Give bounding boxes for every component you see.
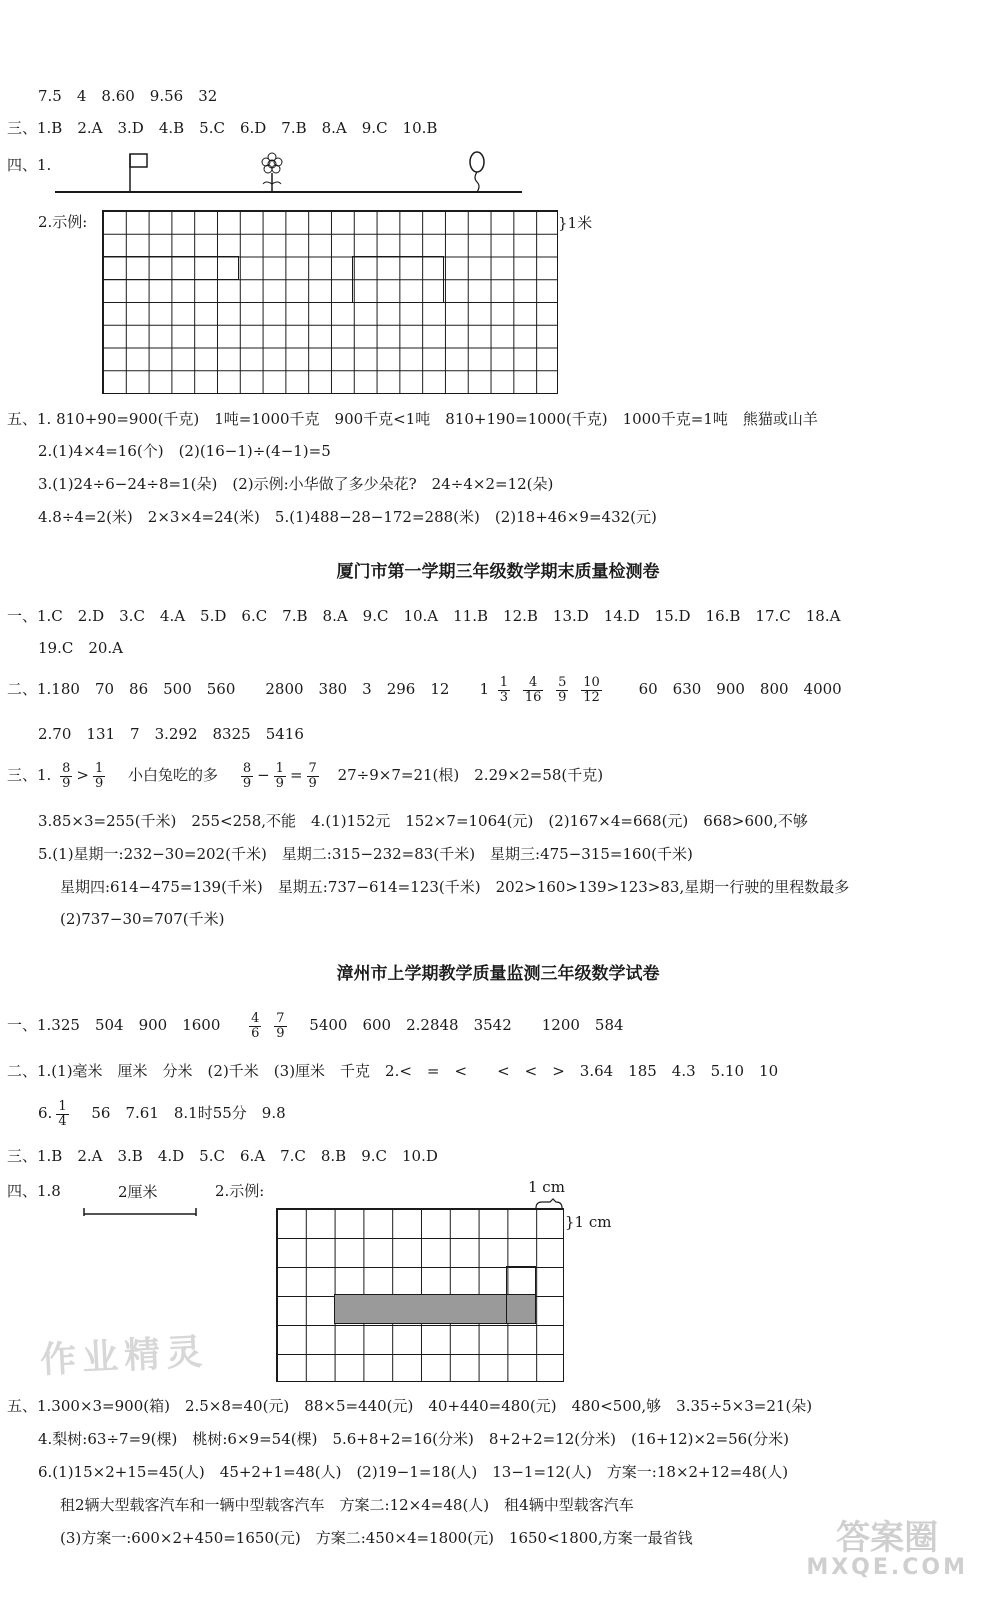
answer-line-with-fractions: 6. $\frac{1}{4}$ 56 7.61 8.1时55分 9.8 — [38, 1098, 286, 1129]
fraction: $\frac{5}{9}$ — [558, 674, 567, 705]
site-logo: 答案圈 MXQE.COM — [806, 1518, 968, 1580]
answer-line: (3)方案一:600×2+450=1650(元) 方案二:450×4=1800(元) 1650<1800,方案一最省钱 — [60, 1529, 693, 1547]
answer-line: 3.85×3=255(千米) 255<258,不能 4.(1)152元 152×7=1064(元) (2)167×4=668(元) 668>600,不够 — [38, 812, 808, 830]
answer-line: (2)737−30=707(千米) — [60, 910, 225, 928]
answer-line: 6.(1)15×2+15=45(人) 45+2+1=48(人) (2)19−1=18(人) 13−1=12(人) 方案一:18×2+12=48(人) — [38, 1463, 789, 1481]
segment-label: 2厘米 — [118, 1183, 158, 1201]
section-title: 漳州市上学期教学质量监测三年级数学试卷 — [336, 964, 660, 984]
answer-line: 2.(1)4×4=16(个) (2)(16−1)÷(4−1)=5 — [38, 442, 331, 460]
fraction: $\frac{1}{9}$ — [94, 760, 104, 791]
flower-icon — [262, 153, 282, 192]
answer-line: 星期四:614−475=139(千米) 星期五:737−614=123(千米) 202>160>139>123>83,星期一行驶的里程数最多 — [60, 878, 850, 896]
answer-line: 4.梨树:63÷7=9(棵) 桃树:6×9=54(棵) 5.6+8+2=16(分米) 8+2+2=12(分米) (16+12)×2=56(分米) — [38, 1430, 789, 1448]
answer-line-with-fractions: 一、1.325 504 900 1600 $\frac{4}{6}$ $\frac{7}{9}$ 5400 600 2.2848 3542 1200 584 — [7, 1010, 624, 1041]
fraction: $\frac{4}{16}$ — [524, 674, 542, 705]
fraction: $\frac{4}{6}$ — [251, 1010, 260, 1041]
scale-label-side: }1 cm — [565, 1213, 612, 1231]
line-segment — [82, 1204, 202, 1218]
fraction: $\frac{1}{9}$ — [275, 760, 284, 791]
watermark: 作业精灵 — [39, 1331, 210, 1382]
answer-line: 租2辆大型载客汽车和一辆中型载客汽车 方案二:12×4=48(人) 租4辆中型载客汽车 — [60, 1496, 634, 1514]
section-title: 厦门市第一学期三年级数学期末质量检测卷 — [336, 562, 660, 582]
answer-line-with-fractions: 二、1.180 70 86 500 560 2800 380 3 296 12 1 $\frac{1}{3}$ $\frac{4}{16}$ $\frac{5}{9}$ $\frac{10}{12}$ 60 630 900 800 4000 — [7, 674, 842, 705]
scale-label-top: 1 cm — [528, 1178, 565, 1196]
answer-line: 2.70 131 7 3.292 8325 5416 — [38, 725, 304, 743]
balloon-icon — [470, 152, 484, 192]
answer-line: 3.(1)24÷6−24÷8=1(朵) (2)示例:小华做了多少朵花? 24÷4×2=12(朵) — [38, 475, 554, 493]
answer-line: 4.8÷4=2(米) 2×3×4=24(米) 5.(1)488−28−172=288(米) (2)18+46×9=432(元) — [38, 508, 657, 526]
square-grid — [102, 210, 558, 394]
fraction: $\frac{1}{4}$ — [58, 1098, 67, 1129]
answer-line: 五、1. 810+90=900(千克) 1吨=1000千克 900千克<1吨 810+190=1000(千克) 1000千克=1吨 熊猫或山羊 — [7, 410, 818, 428]
fraction: $\frac{7}{9}$ — [276, 1010, 285, 1041]
answer-line: 2.示例: — [38, 213, 88, 231]
answer-line: 一、1.C 2.D 3.C 4.A 5.D 6.C 7.B 8.A 9.C 10.A 11.B 12.B 13.D 14.D 15.D 16.B 17.C 18.A — [7, 607, 841, 625]
fraction: $\frac{8}{9}$ — [62, 760, 71, 791]
answer-line: 5.(1)星期一:232−30=202(千米) 星期二:315−232=83(千米) 星期三:475−315=160(千米) — [38, 845, 693, 863]
square-shape — [352, 256, 444, 303]
answer-line-with-fractions: 三、1. $\frac{8}{9}$ > $\frac{1}{9}$ 小白兔吃的多 $\frac{8}{9}$ − $\frac{1}{9}$ = $\frac{7}{9}$ 27÷9×7=21(根) 2.29×2=58(千克) — [7, 760, 604, 791]
fraction: $\frac{7}{9}$ — [308, 760, 317, 791]
answer-line: 2.示例: — [215, 1182, 265, 1200]
position-drawing — [50, 140, 530, 200]
rectangle-shape — [102, 256, 239, 280]
answer-line: 三、1.B 2.A 3.D 4.B 5.C 6.D 7.B 8.A 9.C 10.B — [7, 119, 438, 137]
scale-label: }1米 — [558, 214, 593, 232]
answer-line: 二、1.(1)毫米 厘米 分米 (2)千米 (3)厘米 千克 2.< = < < < > 3.64 185 4.3 5.10 10 — [7, 1062, 779, 1080]
answer-line: 7.5 4 8.60 9.56 32 — [38, 87, 218, 105]
flag-icon — [130, 154, 147, 192]
answer-line: 三、1.B 2.A 3.B 4.D 5.C 6.A 7.C 8.B 9.C 10.D — [7, 1147, 438, 1165]
answer-line: 19.C 20.A — [38, 639, 124, 657]
fraction: $\frac{8}{9}$ — [242, 760, 252, 791]
outlined-rectangle — [506, 1266, 536, 1324]
fraction: $\frac{10}{12}$ — [583, 674, 600, 705]
answer-line: 五、1.300×3=900(箱) 2.5×8=40(元) 88×5=440(元) 40+440=480(元) 480<500,够 3.35÷5×3=21(朵) — [7, 1397, 813, 1415]
answer-line: 四、1. — [7, 156, 52, 174]
fraction: $\frac{1}{3}$ — [499, 674, 509, 705]
answer-line: 四、1.8 — [7, 1182, 61, 1200]
